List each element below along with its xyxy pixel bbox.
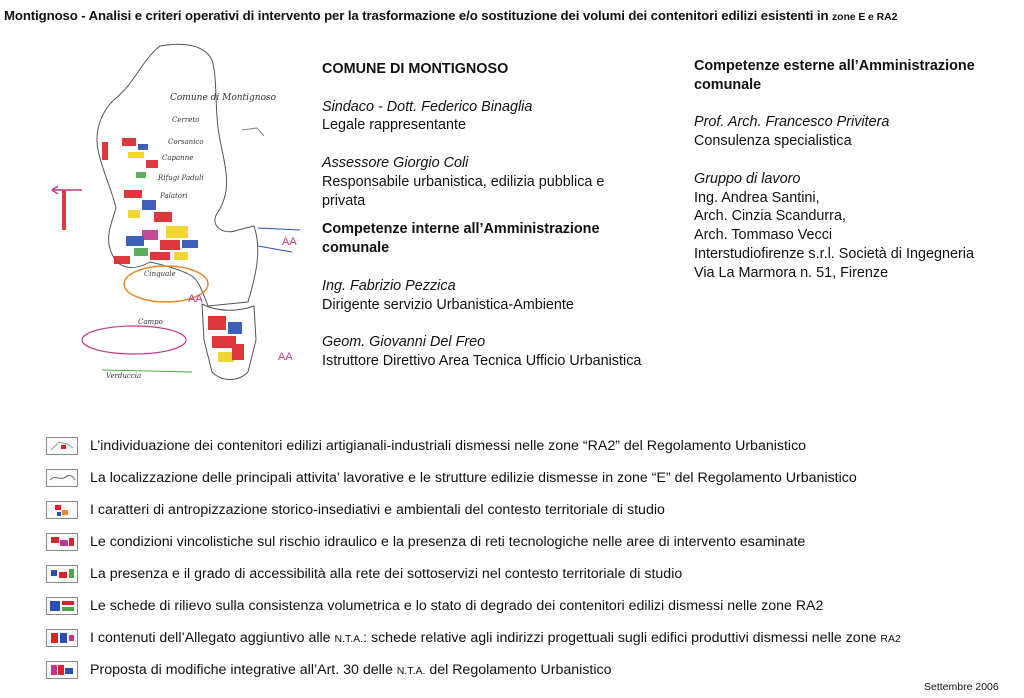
- prof-role: Consulenza specialistica: [694, 133, 852, 150]
- internal-credits-column: [322, 60, 682, 371]
- external-competences-heading-line1: Competenze esterne all’Amministrazione: [694, 58, 975, 74]
- map-label-6: Cinquale: [144, 270, 176, 278]
- prof-name: Prof. Arch. Francesco Privitera: [694, 114, 890, 131]
- list-item[interactable]: [46, 628, 901, 648]
- internal-competences-heading-line1: Competenze interne all’Amministrazione: [322, 221, 600, 238]
- territory-sketch-map: [42, 40, 304, 402]
- assessore-name: Assessore Giorgio Coli: [322, 154, 469, 171]
- list-item[interactable]: [46, 596, 823, 616]
- list-item-zone: RA2: [880, 633, 901, 645]
- title-suffix: zone E e RA2: [832, 11, 898, 23]
- list-item-text-a: I contenuti dell’Allegato aggiuntivo alle: [90, 630, 335, 646]
- sindaco-role: Legale rappresentante: [322, 117, 467, 134]
- svg-text:AA: AA: [188, 293, 203, 305]
- list-item-label: Le condizioni vincolistiche sul rischio idraulico e la presenza di reti tecnologiche nelle aree di intervento esaminate: [90, 534, 806, 550]
- external-competences-heading-line2: comunale: [694, 76, 762, 93]
- list-item-abbrev: N.T.A.: [334, 633, 364, 645]
- title-main: Montignoso - Analisi e criteri operativi di intervento per la trasformazione e/o sostituzione dei volumi dei contenitori edilizi esistenti in: [4, 8, 829, 23]
- work-group-member: Interstudiofirenze s.r.l. Società di Ingegneria: [694, 245, 974, 262]
- geom-role: Istruttore Direttivo Area Tecnica Ufficio Urbanistica: [322, 352, 642, 369]
- date-footer: Settembre 2006: [924, 681, 999, 693]
- list-item-label: La localizzazione delle principali attivita’ lavorative e le strutture edilizie dismesse in zone “E” del Regolamento Urbanistico: [90, 470, 857, 486]
- list-item-label: Le schede di rilievo sulla consistenza volumetrica e lo stato di degrado dei contenitori edilizi dismessi nelle zone RA2: [90, 598, 824, 614]
- list-item[interactable]: [46, 564, 682, 584]
- list-item-label: I caratteri di antropizzazione storico-insediativi e ambientali del contesto territoriale di studio: [90, 502, 665, 518]
- list-item-label: [90, 630, 901, 646]
- assessore-role-line1: Responsabile urbanistica, edilizia pubblica e: [322, 173, 605, 190]
- assessore-role-line2: privata: [322, 192, 366, 209]
- map-thumbnail-icon: [46, 629, 78, 647]
- map-thumbnail-icon: [46, 661, 78, 679]
- work-group-member: Via La Marmora n. 51, Firenze: [694, 264, 889, 281]
- ing-name: Ing. Fabrizio Pezzica: [322, 277, 456, 294]
- comune-heading: COMUNE DI MONTIGNOSO: [322, 61, 509, 77]
- map-label-4: Rifugi Paduli: [158, 174, 204, 182]
- list-item-label: [90, 662, 612, 678]
- map-label-comune: Comune di Montignoso: [170, 93, 277, 103]
- map-thumbnail-icon: [46, 565, 78, 583]
- map-thumbnail-icon: [46, 437, 78, 455]
- map-thumbnail-icon: [46, 469, 78, 487]
- list-item-abbrev: N.T.A.: [396, 665, 426, 677]
- list-item-text-b: del Regolamento Urbanistico: [425, 662, 612, 678]
- map-label-5: Palatori: [160, 192, 188, 200]
- map-thumbnail-icon: [46, 597, 78, 615]
- map-label-3: Capanne: [162, 154, 194, 162]
- map-label-7: Campo: [138, 318, 163, 326]
- svg-text:AA: AA: [278, 351, 293, 363]
- list-item-text-b: : schede relative agli indirizzi progettuali sugli edifici produttivi dismessi nelle zone: [363, 630, 881, 646]
- work-group-member: Arch. Tommaso Vecci: [694, 227, 833, 244]
- list-item-label: La presenza e il grado di accessibilità alla rete dei sottoservizi nel contesto territoriale di studio: [90, 566, 683, 582]
- map-thumbnail-icon: [46, 501, 78, 519]
- map-label-2: Corsanico: [168, 138, 204, 146]
- list-item-label: L’individuazione dei contenitori edilizi artigianali-industriali dismessi nelle zone “RA2” del Regolamento Urbanistico: [90, 438, 807, 454]
- list-item-text-a: Proposta di modifiche integrative all’Art. 30 delle: [90, 662, 397, 678]
- work-group-member: Arch. Cinzia Scandurra,: [694, 208, 846, 225]
- list-item[interactable]: [46, 500, 665, 520]
- ing-role: Dirigente servizio Urbanistica-Ambiente: [322, 296, 574, 313]
- external-credits-column: [694, 57, 1019, 283]
- work-group-member: Ing. Andrea Santini,: [694, 189, 820, 206]
- map-label-1: Cerreto: [172, 116, 200, 124]
- map-thumbnail-icon: [46, 533, 78, 551]
- document-title: [4, 8, 1020, 23]
- geom-name: Geom. Giovanni Del Freo: [322, 334, 486, 351]
- map-label-8: Verduccia: [106, 372, 142, 380]
- list-item[interactable]: [46, 468, 857, 488]
- list-item[interactable]: [46, 660, 612, 680]
- internal-competences-heading-line2: comunale: [322, 240, 390, 257]
- sindaco-name: Sindaco - Dott. Federico Binaglia: [322, 98, 533, 115]
- work-group-heading: Gruppo di lavoro: [694, 170, 801, 187]
- list-item[interactable]: [46, 436, 806, 456]
- svg-text:AA: AA: [282, 236, 297, 248]
- list-item[interactable]: [46, 532, 805, 552]
